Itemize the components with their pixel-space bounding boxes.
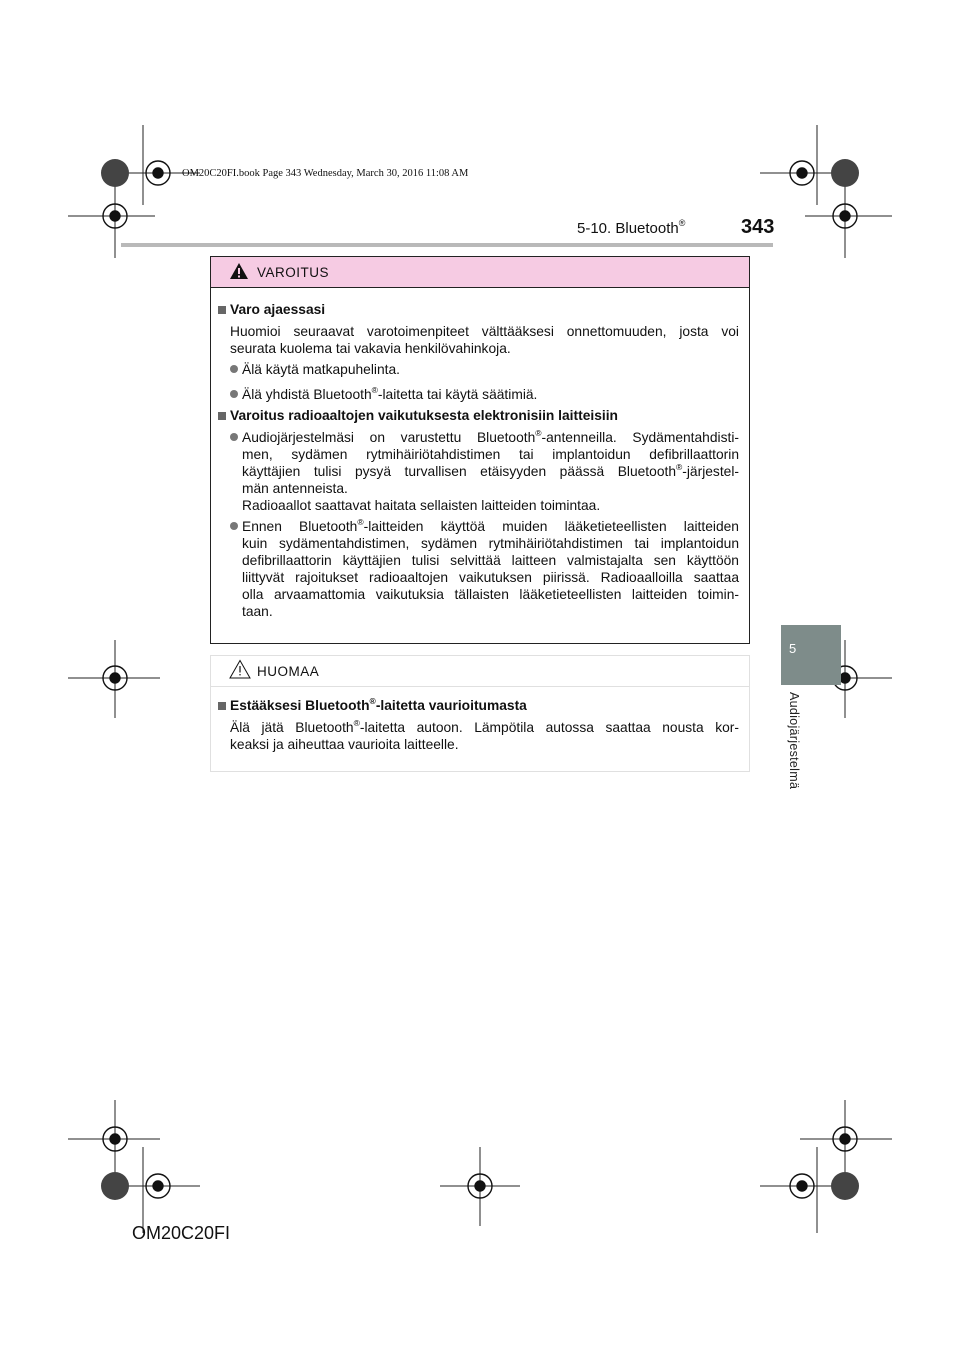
paragraph-line: kuin sydämentahdistimen, sydämen rytmihäiriötahdistimen tai implantoidun [242, 536, 739, 551]
registered-mark: ® [535, 428, 542, 438]
registered-mark: ® [357, 517, 364, 527]
line-text: käyttäjien tulisi pysyä turvallisen etäisyyden päässä Bluetooth [242, 464, 676, 479]
book-file-info: OM20C20FI.book Page 343 Wednesday, March 30, 2016 11:08 AM [182, 168, 469, 179]
paragraph-line: defibrillaattorin käyttäjien tulisi selvittää laitteen valmistajalta sen käyttöön [242, 553, 739, 568]
paragraph-line: men, sydämen rytmihäiriötahdistimen tai implantoidun defibrillaattorin [242, 447, 739, 462]
registered-mark: ® [353, 718, 360, 728]
paragraph-line: keaksi ja aiheuttaa vaurioita laitteelle. [230, 737, 459, 752]
document-code: OM20C20FI [132, 1223, 231, 1243]
paragraph-line: seurata kuolema tai vakavia henkilövahinkoja. [230, 341, 511, 356]
paragraph-line [242, 463, 739, 480]
paragraph-line: män antenneista. [242, 481, 348, 496]
registered-mark: ® [369, 696, 376, 706]
registered-mark: ® [678, 218, 686, 228]
notice-label: HUOMAA [257, 664, 320, 679]
line-text: -laitteiden käyttöä muiden lääketieteellisten laitteiden [363, 519, 739, 534]
chapter-label: Audiojärjestelmä [787, 692, 801, 790]
warning-box [210, 256, 750, 644]
bullet-dot [230, 365, 238, 373]
section-marker [218, 702, 226, 710]
section-marker [218, 306, 226, 314]
caution-triangle-icon [229, 659, 251, 679]
bullet-dot [230, 522, 238, 530]
warning-header [211, 257, 749, 288]
paragraph-line [242, 518, 739, 535]
warning-triangle-icon [229, 262, 249, 280]
paragraph-line: olla arvaamattomia vaikutuksia tällaisten lääketieteellisten laitteiden toimin- [242, 587, 739, 602]
notice-box [210, 655, 750, 772]
paragraph-line: Huomioi seuraavat varotoimenpiteet välttääksesi onnettomuuden, josta voi [230, 324, 739, 339]
line-text: -laitetta autoon. Lämpötila autossa saattaa nousta kor- [359, 720, 739, 735]
warning-label: VAROITUS [257, 265, 330, 280]
paragraph-line: Radioaallot saattavat haitata sellaisten laitteiden toimintaa. [242, 498, 601, 513]
bullet-dot [230, 390, 238, 398]
line-text: Ennen Bluetooth [242, 519, 358, 534]
paragraph-line: liittyvät rajoitukset radioaaltojen vaikutuksen piirissä. Radioaalloilla saattaa [242, 570, 739, 585]
bullet-item: Älä käytä matkapuhelinta. [242, 362, 400, 377]
section-title [230, 697, 527, 714]
section-marker [218, 412, 226, 420]
chapter-number: 5 [789, 641, 797, 656]
section-title: Varoitus radioaaltojen vaikutuksesta elektronisiin laitteisiin [230, 408, 618, 423]
header-rule [121, 243, 773, 247]
paragraph-line [242, 429, 739, 446]
registered-mark: ® [371, 385, 378, 395]
line-text: Audiojärjestelmäsi on varustettu Bluetooth [242, 430, 536, 445]
page-number: 343 [741, 216, 775, 238]
section-title [577, 220, 685, 237]
bullet-dot [230, 433, 238, 441]
line-text: -järjestel- [682, 464, 739, 479]
paragraph-line [230, 719, 739, 736]
title-text: Estääksesi Bluetooth [230, 698, 370, 713]
bullet-text: -laitetta tai käytä säätimiä. [377, 387, 538, 402]
bullet-text: Älä yhdistä Bluetooth [242, 387, 372, 402]
line-text: -antenneilla. Sydämentahdisti- [541, 430, 739, 445]
title-text: -laitetta vaurioitumasta [375, 698, 527, 713]
bullet-item [242, 386, 537, 403]
section-title-text: 5-10. Bluetooth [577, 220, 679, 237]
notice-header [211, 656, 749, 687]
section-title: Varo ajaessasi [230, 302, 326, 317]
line-text: Älä jätä Bluetooth [230, 720, 354, 735]
paragraph-line: taan. [242, 604, 273, 619]
registered-mark: ® [676, 462, 683, 472]
